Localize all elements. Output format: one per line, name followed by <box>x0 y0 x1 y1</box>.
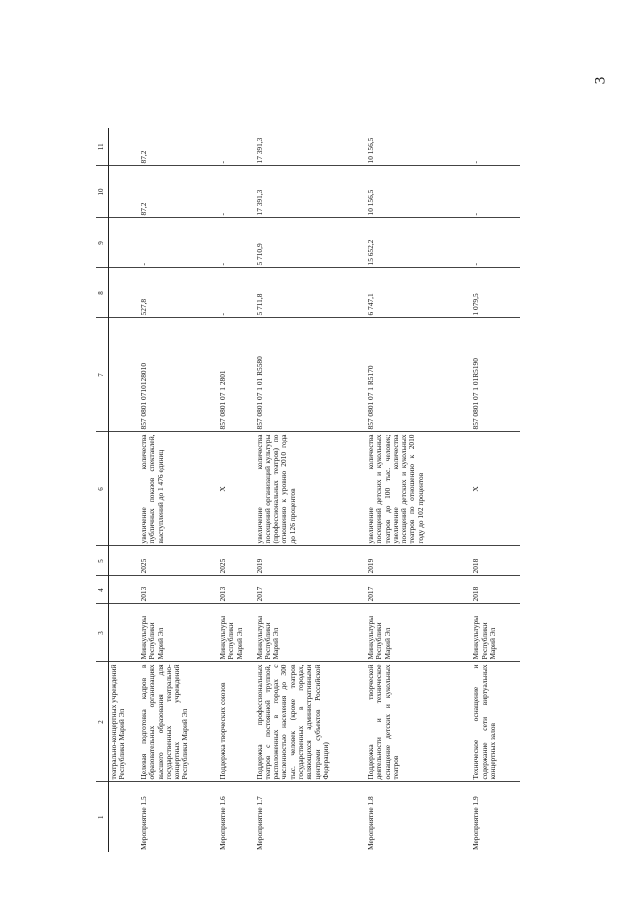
measure-id: Мероприятие 1.8 <box>366 782 471 852</box>
measure-value-9: - <box>471 218 520 268</box>
measure-start-year: 2018 <box>471 576 520 604</box>
table-row <box>255 128 366 852</box>
measure-start-year: 2013 <box>218 576 254 604</box>
continuation-row <box>109 128 139 852</box>
measure-value-9: - <box>139 218 218 268</box>
column-number: 8 <box>96 268 109 318</box>
measure-name: Поддержка творческих союзов <box>218 662 254 782</box>
measure-id: Мероприятие 1.5 <box>139 782 218 852</box>
measure-kbk: 857 0801 07 1 2801 <box>218 318 254 432</box>
page-number: 3 <box>592 76 609 85</box>
measure-result: увеличение количества посещений организаций культуры (профессиональных театров) по отношению к уровню 2010 года до 126 процентов <box>255 432 366 546</box>
measure-executor: Минкультуры Республики Марий Эл <box>255 604 366 662</box>
measure-end-year: 2019 <box>366 546 471 576</box>
measure-start-year: 2017 <box>366 576 471 604</box>
measure-result: X <box>218 432 254 546</box>
column-number-header <box>96 128 109 852</box>
measure-value-11: - <box>218 161 228 164</box>
measure-value-9: 5 710,9 <box>255 218 366 268</box>
column-number: 11 <box>96 128 109 166</box>
column-number: 2 <box>96 662 109 782</box>
column-number: 1 <box>96 782 109 852</box>
column-number: 5 <box>96 546 109 576</box>
measure-value-9: - <box>218 218 254 268</box>
measure-start-year: 2017 <box>255 576 366 604</box>
measure-id: Мероприятие 1.6 <box>218 782 254 852</box>
measure-value-9: 15 652,2 <box>366 218 471 268</box>
measure-end-year: 2018 <box>471 546 520 576</box>
measure-value-11: 87,2 <box>139 150 149 164</box>
measure-executor: Минкультуры Республики Марий Эл <box>218 604 254 662</box>
table-row <box>366 128 471 852</box>
measure-value-10: 17 391,3 <box>255 166 366 218</box>
measure-id: Мероприятие 1.7 <box>255 782 366 852</box>
column-number: 6 <box>96 432 109 546</box>
measure-name: Поддержка профессиональных театров с постоянной труппой, расположенных в городах с численностью населения до 300 тыс. человек (кроме театров государственных в городах, являющихся административными центрами субъектов Российской Федерации) <box>255 662 366 782</box>
measure-value-11: - <box>471 161 481 164</box>
measure-start-year: 2013 <box>139 576 218 604</box>
column-number: 3 <box>96 604 109 662</box>
table-row <box>139 128 218 852</box>
measure-executor: Минкультуры Республики Марий Эл <box>366 604 471 662</box>
table-row <box>218 128 254 852</box>
measure-name: Техническое оснащение и содержание сети виртуальных концертных залов <box>471 662 520 782</box>
measure-result: увеличение количества посещений детских и кукольных театров до 100 тыс. человек; увеличение количества посещений детских и кукольных театров по отношению к 2010 году до 102 процентов <box>366 432 471 546</box>
measure-value-8: 1 079,5 <box>471 268 520 318</box>
measure-result: X <box>471 432 520 546</box>
rotated-table-canvas <box>96 128 520 852</box>
measure-value-8: - <box>218 268 254 318</box>
table-row <box>471 128 520 852</box>
column-number: 9 <box>96 218 109 268</box>
measure-end-year: 2025 <box>139 546 218 576</box>
measure-name: Поддержка творческой деятельности и техническое оснащение детских и кукольных театров <box>366 662 471 782</box>
measure-kbk: 857 0801 07 1 01R5190 <box>471 318 520 432</box>
measure-id: Мероприятие 1.9 <box>471 782 520 852</box>
measure-kbk: 857 0801 0710128010 <box>139 318 218 432</box>
measure-value-10: 10 156,5 <box>366 166 471 218</box>
measure-kbk: 857 0801 07 1 01 R5580 <box>255 318 366 432</box>
measure-name: Целевая подготовка кадров в образовательных организациях высшего образования для государственных театрально-концертных учреждений Республики Марий Эл <box>139 662 218 782</box>
measure-value-8: 6 747,1 <box>366 268 471 318</box>
measure-end-year: 2025 <box>218 546 254 576</box>
measure-value-10: - <box>471 166 520 218</box>
measure-kbk: 857 0801 07 1 R5170 <box>366 318 471 432</box>
continuation-text: театрально-концертных учреждений Республики Марий Эл <box>109 662 139 782</box>
measure-executor: Минкультуры Республики Марий Эл <box>139 604 218 662</box>
measure-result: увеличение количества публичных показов спектаклей, выступлений до 1 476 единиц <box>139 432 218 546</box>
measure-value-8: 527,8 <box>139 268 218 318</box>
measure-executor: Минкультуры Республики Марий Эл <box>471 604 520 662</box>
measure-value-8: 5 711,8 <box>255 268 366 318</box>
column-number: 10 <box>96 166 109 218</box>
measure-value-11: 10 156,5 <box>365 137 375 164</box>
column-number: 7 <box>96 318 109 432</box>
measure-end-year: 2019 <box>255 546 366 576</box>
measures-table <box>96 128 520 852</box>
measure-value-11: 17 391,3 <box>254 137 264 164</box>
measure-value-10: 87,2 <box>139 166 218 218</box>
measure-value-10: - <box>218 166 254 218</box>
column-number: 4 <box>96 576 109 604</box>
